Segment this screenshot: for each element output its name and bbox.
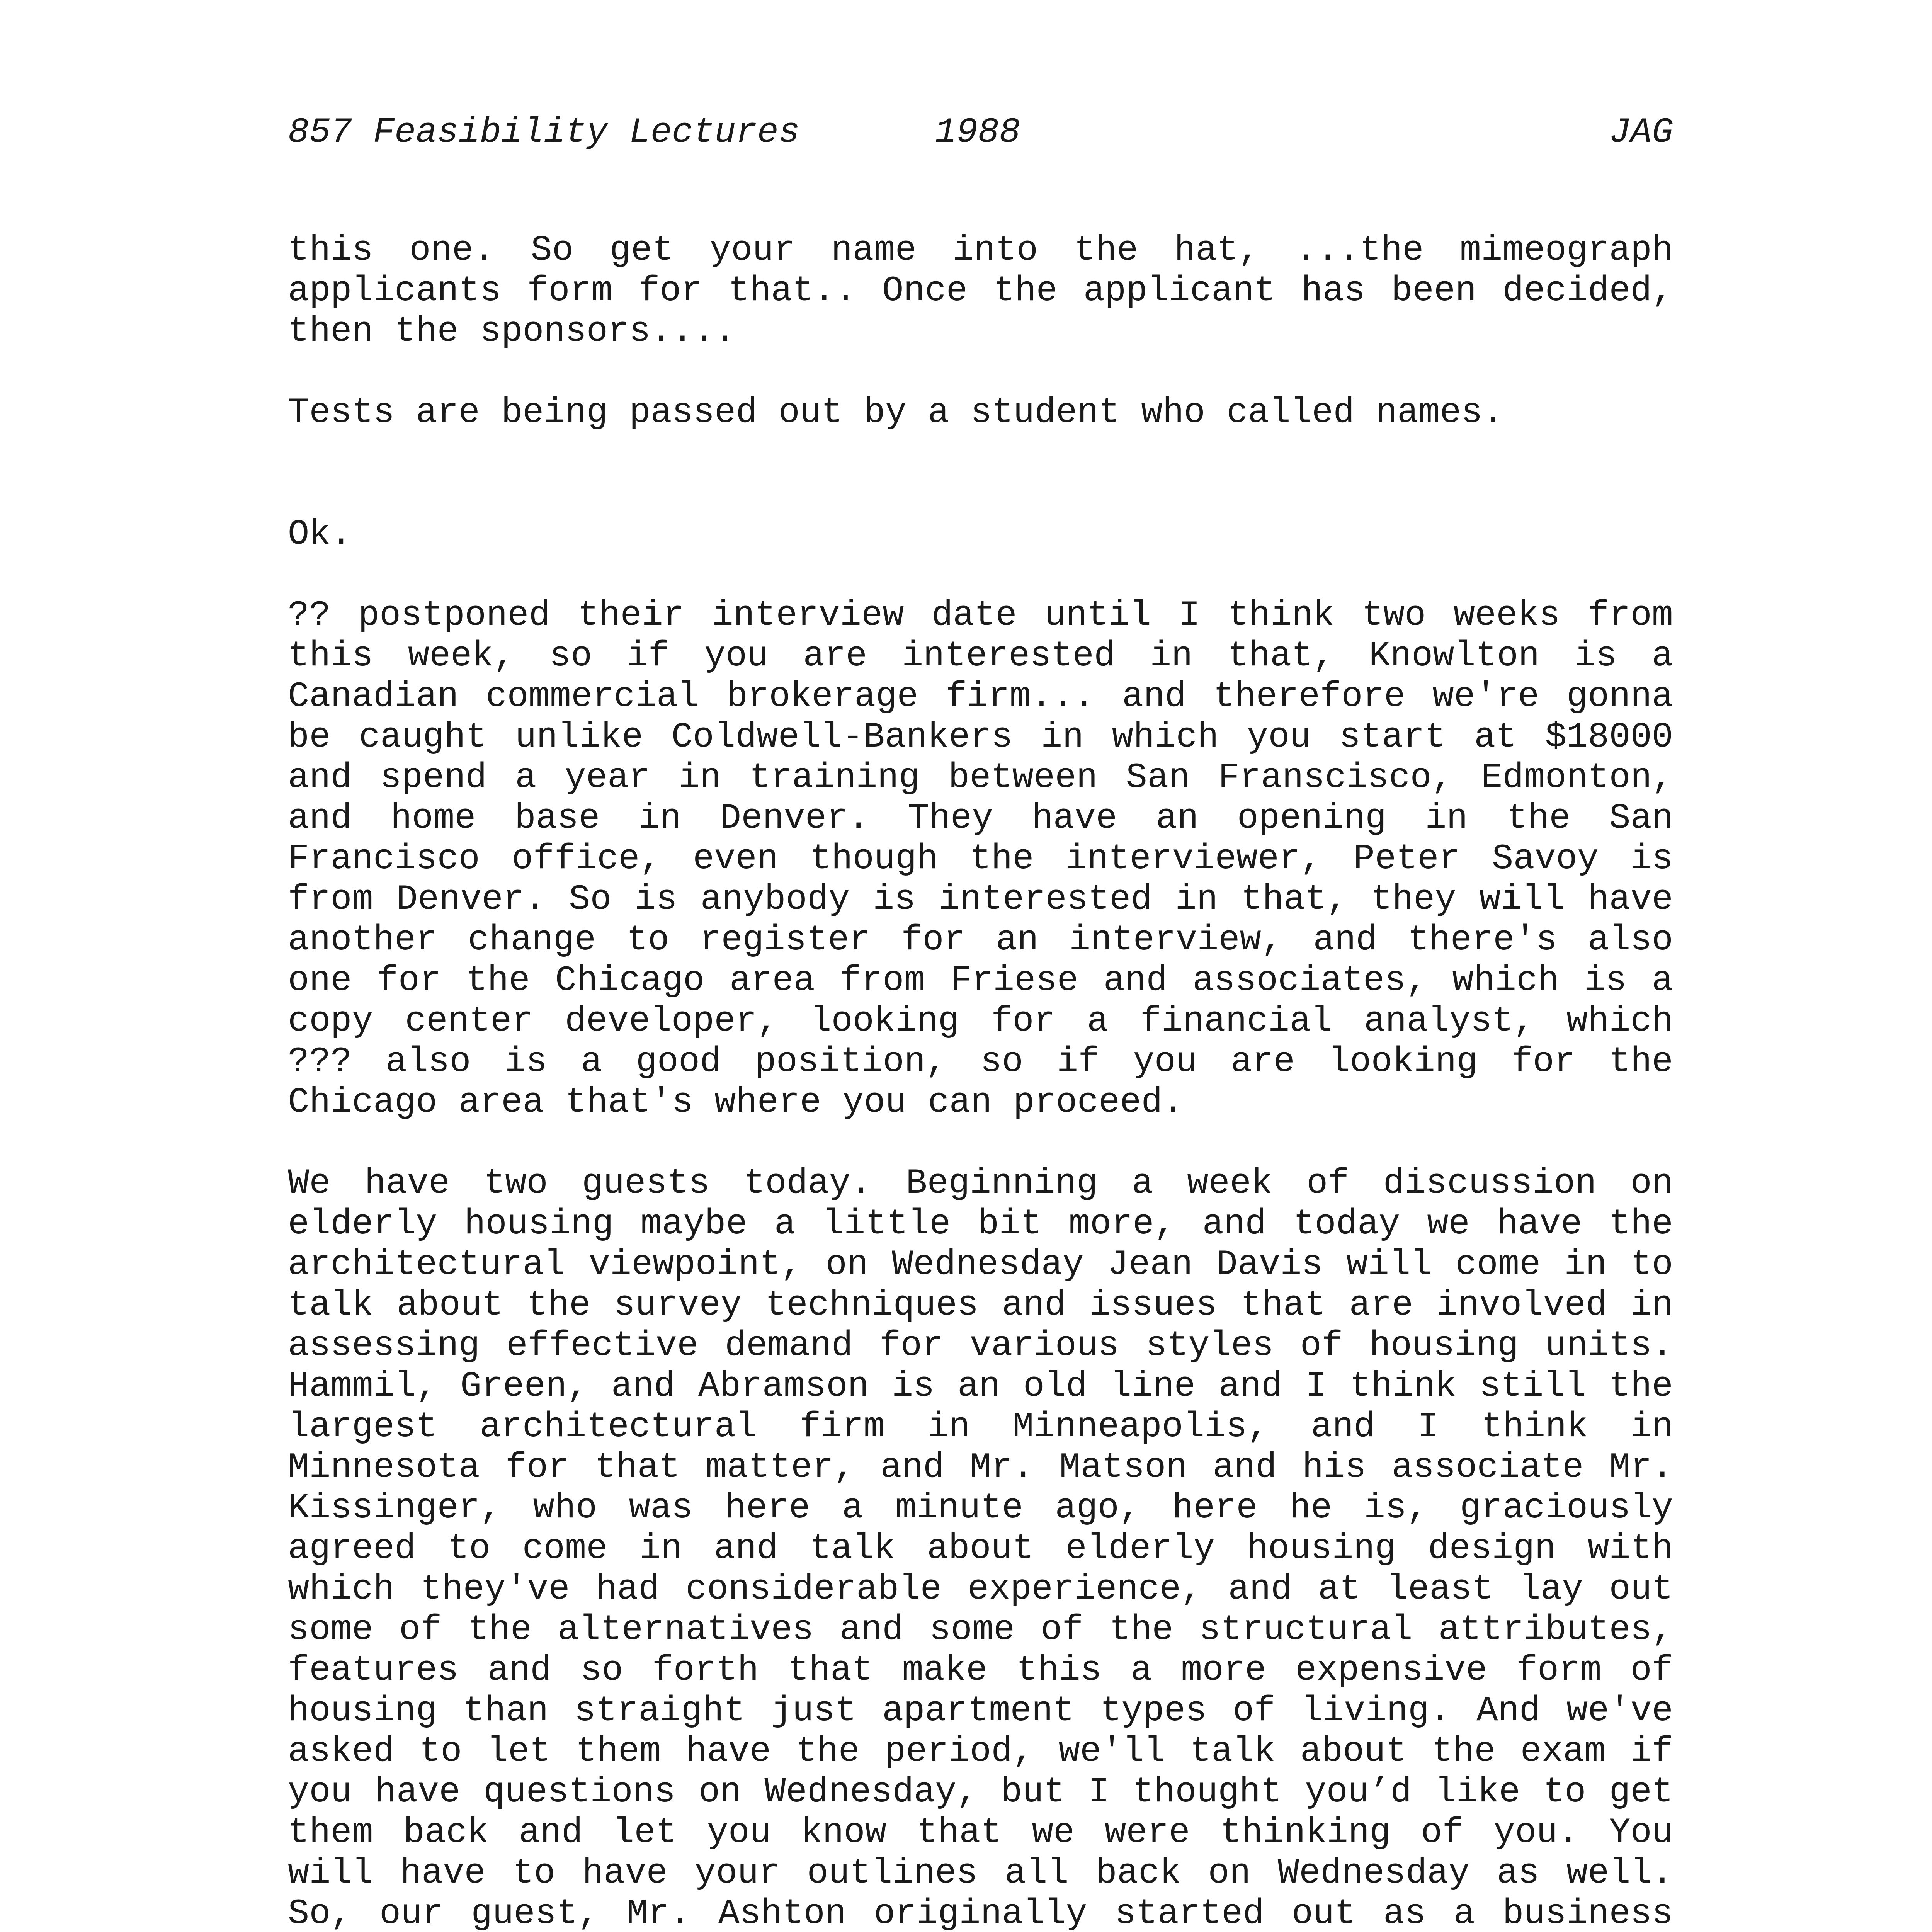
paragraph-interviews: ?? postponed their interview date until I think two weeks from this week, so if you are interested in that, Knowlton is a Canadian commercial brokerage firm... and therefore we're gonna be caught unlike Coldwell-Bankers in which you start at $18000 and spend a year in training between San Franscisco, Edmonton, and home base in Denver. They have an opening in the San Francisco office, even though the interviewer, Peter Savoy is from Denver. So is anybody is interested in that, they will have another change to register for an interview, and there's also one for the Chicago area from Friese and associates, which is a copy center developer, looking for a financial analyst, which ??? also is a good position, so if you are looking for the Chicago area that's where you can proceed. [288,595,1673,1122]
paragraph-tests: Tests are being passed out by a student who called names. [288,392,1504,433]
paragraph-guests: We have two guests today. Beginning a week of discussion on elderly housing maybe a little bit more, and today we have the architectural viewpoint, on Wednesday Jean Davis will come in to talk about the survey techniques and issues that are involved in assessing effective demand for various styles of housing units. Hammil, Green, and Abramson is an old line and I think still the largest architectural firm in Minneapolis, and I think in Minnesota for that matter, and Mr. Matson and his associate Mr. Kissinger, who was here a minute ago, here he is, graciously agreed to come in and talk about elderly housing design with which they've had considerable experience, and at least lay out some of the alternatives and some of the structural attributes, features and so forth that make this a more expensive form of housing than straight just apartment types of living. And we've asked to let them have the period, we'll talk about the exam if you have questions on Wednesday, but I thought you’d like to get them back and let you know that we were thinking of you. You will have to have your outlines all back on Wednesday as well. So, our guest, Mr. Ashton originally started out as a business [288,1163,1673,1932]
author-initials: JAG [1609,112,1673,153]
lecture-transcript [288,230,1673,1932]
paragraph-sponsors: this one. So get your name into the hat, ...the mimeograph applicants form for that.. Once the applicant has been decided, then the sponsors.... [288,230,1673,352]
course-title: 857 Feasibility Lectures [288,112,800,153]
paragraph-ok: Ok. [288,514,352,554]
header-year: 1988 [935,112,1020,153]
